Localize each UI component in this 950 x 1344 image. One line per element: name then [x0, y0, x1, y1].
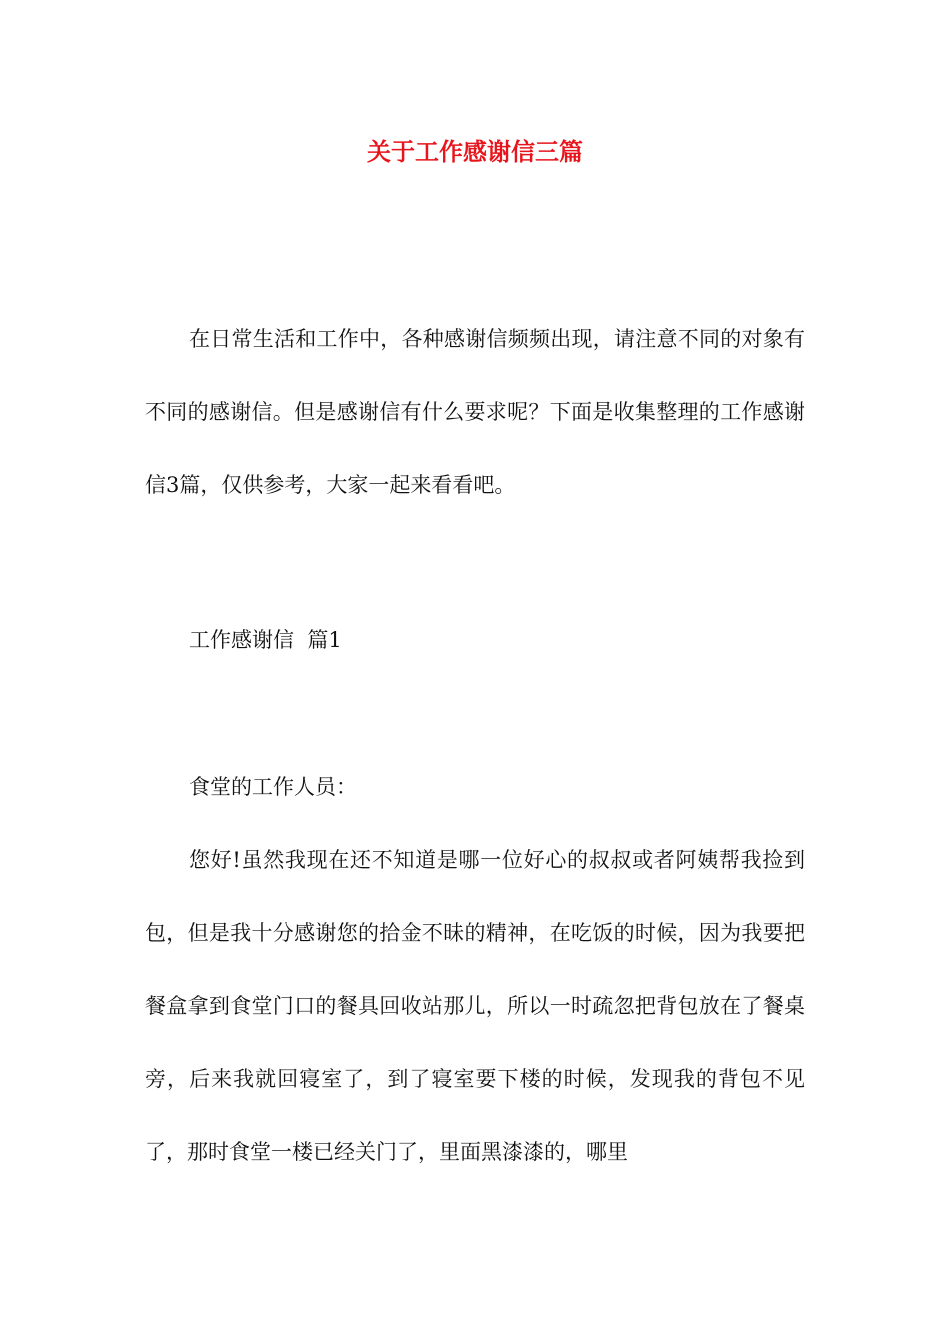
letter-body-paragraph: 您好!虽然我现在还不知道是哪一位好心的叔叔或者阿姨帮我捡到包，但是我十分感谢您的拾金不昧的精神，在吃饭的时候，因为我要把餐盒拿到食堂门口的餐具回收站那儿，所以一时疏忽把背包放在了餐桌旁，后来我就回寝室了，到了寝室要下楼的时候，发现我的背包不见了，那时食堂一楼已经关门了，里面黑漆漆的，哪里 — [145, 848, 805, 1164]
letter-salutation: 食堂的工作人员： — [189, 775, 357, 799]
intro-paragraph: 在日常生活和工作中，各种感谢信频频出现，请注意不同的对象有不同的感谢信。但是感谢信有什么要求呢？下面是收集整理的工作感谢信3篇，仅供参考，大家一起来看看吧。 — [145, 327, 805, 497]
document-title: 关于工作感谢信三篇 — [367, 137, 583, 166]
section-heading: 工作感谢信 篇1 — [189, 628, 342, 652]
